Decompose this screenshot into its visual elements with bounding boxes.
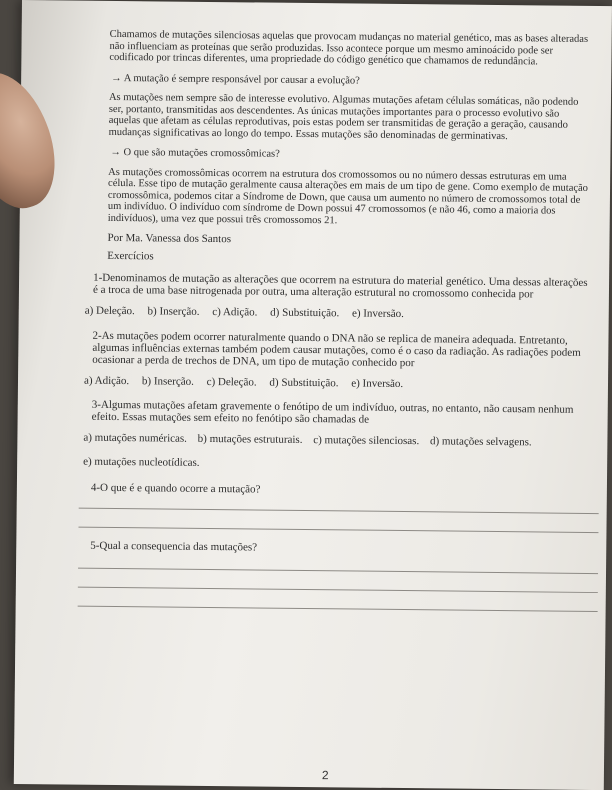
question-evolution: → A mutação é sempre responsável por causar a evolução? <box>111 72 360 87</box>
ex2-option-d: d) Substituição. <box>269 376 339 389</box>
exercise-5: 5-Qual a consequencia das mutações? <box>90 539 258 554</box>
document-body <box>83 28 594 612</box>
ex3-option-a: a) mutações numéricas. <box>83 431 188 445</box>
chromosomal-paragraph: As mutações cromossômicas ocorrem na estrutura dos cromossomos ou no número dessas estruturas em uma célula. Esse tipo de mutação geralmente causa alterações em mais de um tipo de gene. Como exemplo de mutação cromossômica, podemos citar a Síndrome de Down, que causa um aumento no número de cromossomos total de um indivíduo. O indivíduo com síndrome de Down possui 47 cromossomos (e não 46, como a maioria dos indivíduos), uma vez que possui três cromossomos 21. <box>107 166 589 226</box>
ex3-option-c: c) mutações silenciosas. <box>313 434 420 448</box>
answer-line <box>78 587 598 593</box>
intro-paragraph: Chamamos de mutações silenciosas aquelas que provocam mudanças no material genético, mas as bases alteradas não influenciam as proteínas que serão produzidas. Isso acontece porque um mesmo aminoácido pode ser codificado por trincas diferentes, uma propriedade do código genético que chamamos de redundância. <box>109 28 589 68</box>
answer-line <box>79 508 599 514</box>
exercise-4: 4-O que é e quando ocorre a mutação? <box>90 481 261 496</box>
page-number: 2 <box>321 768 329 783</box>
exercises-heading: Exercícios <box>107 249 154 262</box>
ex2-option-a: a) Adição. <box>83 374 130 387</box>
ex2-option-b: b) Inserção. <box>141 374 194 388</box>
exercise-1: 1-Denominamos de mutação as alterações que ocorrem na estrutura do material genético. Uma dessas alterações é a troca de uma base nitrogenada por outra, uma alteração estrutural no cromossomo conhecida por <box>92 271 588 301</box>
question-chromosomal: → O que são mutações cromossômicas? <box>110 146 280 160</box>
ex3-option-b: b) mutações estruturais. <box>197 432 303 446</box>
exercise-3-options <box>83 433 589 450</box>
answer-line <box>78 527 598 533</box>
exercise-2-options <box>84 375 590 392</box>
ex1-option-a: a) Deleção. <box>84 304 135 318</box>
exercise-1-options <box>85 306 591 323</box>
author-signature: Por Ma. Vanessa dos Santos <box>107 231 232 246</box>
ex2-option-c: c) Deleção. <box>206 375 257 388</box>
ex1-option-d: d) Substituição. <box>270 306 340 320</box>
ex1-option-b: b) Inserção. <box>147 305 200 318</box>
ex1-option-e: e) Inversão. <box>351 307 404 321</box>
exercise-3: 3-Algumas mutações afetam gravemente o fenótipo de um indivíduo, outras, no entanto, não causam nenhum efeito. Essas mutações sem efeito no fenótipo são chamadas de <box>91 398 574 426</box>
paper-sheet <box>14 0 612 790</box>
ex3-option-e: e) mutações nucleotídicas. <box>83 455 200 469</box>
ex2-option-e: e) Inversão. <box>351 376 404 390</box>
answer-line <box>78 568 598 574</box>
ex3-option-d: d) mutações selvagens. <box>429 435 532 449</box>
evolution-paragraph: As mutações nem sempre são de interesse evolutivo. Algumas mutações afetam células somáticas, não podendo ser, portanto, transmitidas aos descendentes. As únicas mutações importantes para o processo evolutivo são aquelas que afetam as células reprodutivas, pois estas podem ser transmitidas de geração a geração, causando mudanças significativas ao longo do tempo. Essas mutações são denominadas de germinativas. <box>108 91 579 142</box>
answer-line <box>78 606 598 612</box>
exercise-2: 2-As mutações podem ocorrer naturalmente quando o DNA não se replica de maneira adequada. Entretanto, algumas influências externas também podem causar mutações, como é o caso da radiação. As radiações podem ocasionar a perda de trechos de DNA, um tipo de mutação conhecido por <box>92 329 581 369</box>
ex1-option-c: c) Adição. <box>212 306 258 319</box>
